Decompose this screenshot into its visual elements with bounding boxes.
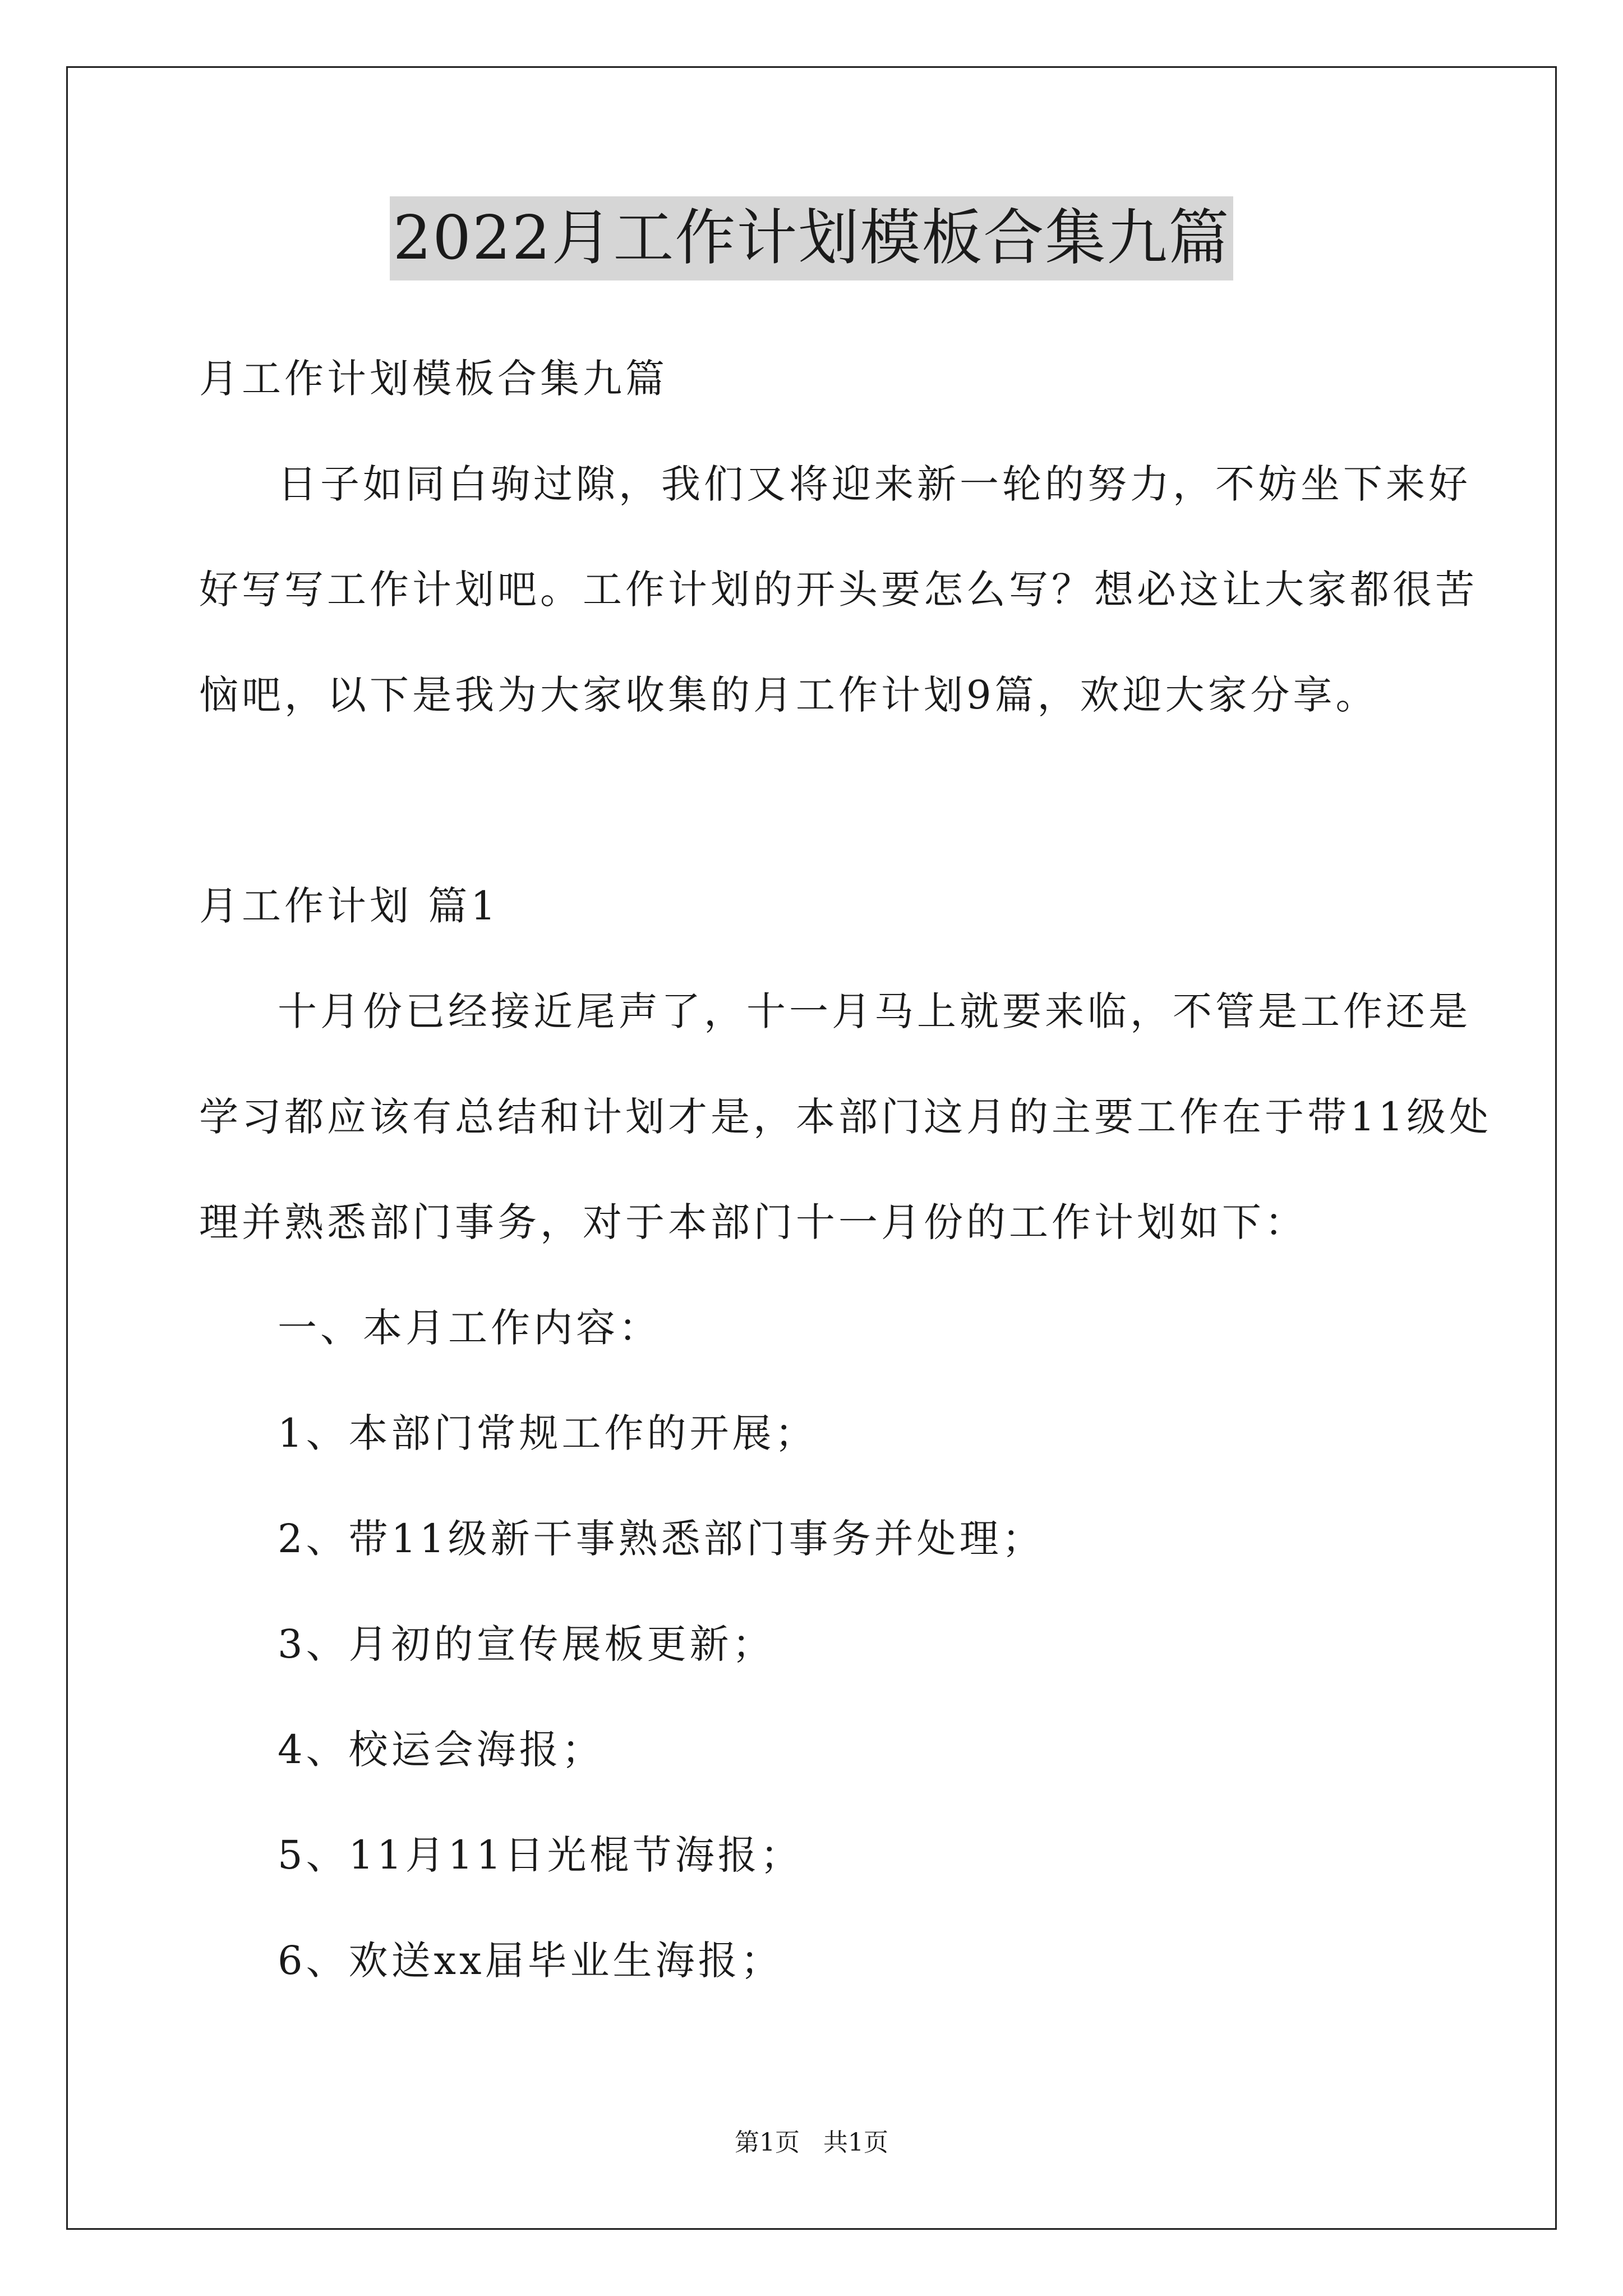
list-item: 5、11月11日光棍节海报； [278, 1832, 803, 1878]
page-footer [0, 2126, 1623, 2160]
list-heading: 一、本月工作内容： [278, 1305, 661, 1351]
title-container [0, 196, 1623, 280]
document-title: 2022月工作计划模板合集九篇 [390, 196, 1234, 280]
section-heading: 月工作计划 篇1 [199, 883, 499, 929]
body-line-1: 十月份已经接近尾声了，十一月马上就要来临，不管是工作还是 [278, 988, 1471, 1034]
document-subtitle: 月工作计划模板合集九篇 [199, 356, 668, 402]
intro-line-1: 日子如同白驹过隙，我们又将迎来新一轮的努力，不妨坐下来好 [278, 461, 1471, 507]
body-line-2: 学习都应该有总结和计划才是，本部门这月的主要工作在于带11级处 [199, 1094, 1492, 1140]
intro-line-2: 好写写工作计划吧。工作计划的开头要怎么写？想必这让大家都很苦 [199, 567, 1478, 613]
list-item: 2、带11级新干事熟悉部门事务并处理； [278, 1516, 1045, 1562]
page-number: 第1页 [735, 2128, 800, 2157]
list-item: 1、本部门常规工作的开展； [278, 1410, 818, 1456]
list-item: 3、月初的宣传展板更新； [278, 1621, 775, 1667]
page-total: 共1页 [823, 2128, 888, 2157]
list-item: 6、欢送xx届毕业生海报； [278, 1938, 783, 1984]
intro-line-3: 恼吧，以下是我为大家收集的月工作计划9篇，欢迎大家分享。 [199, 672, 1378, 718]
list-item: 4、校运会海报； [278, 1727, 605, 1773]
body-line-3: 理并熟悉部门事务，对于本部门十一月份的工作计划如下： [199, 1199, 1307, 1245]
